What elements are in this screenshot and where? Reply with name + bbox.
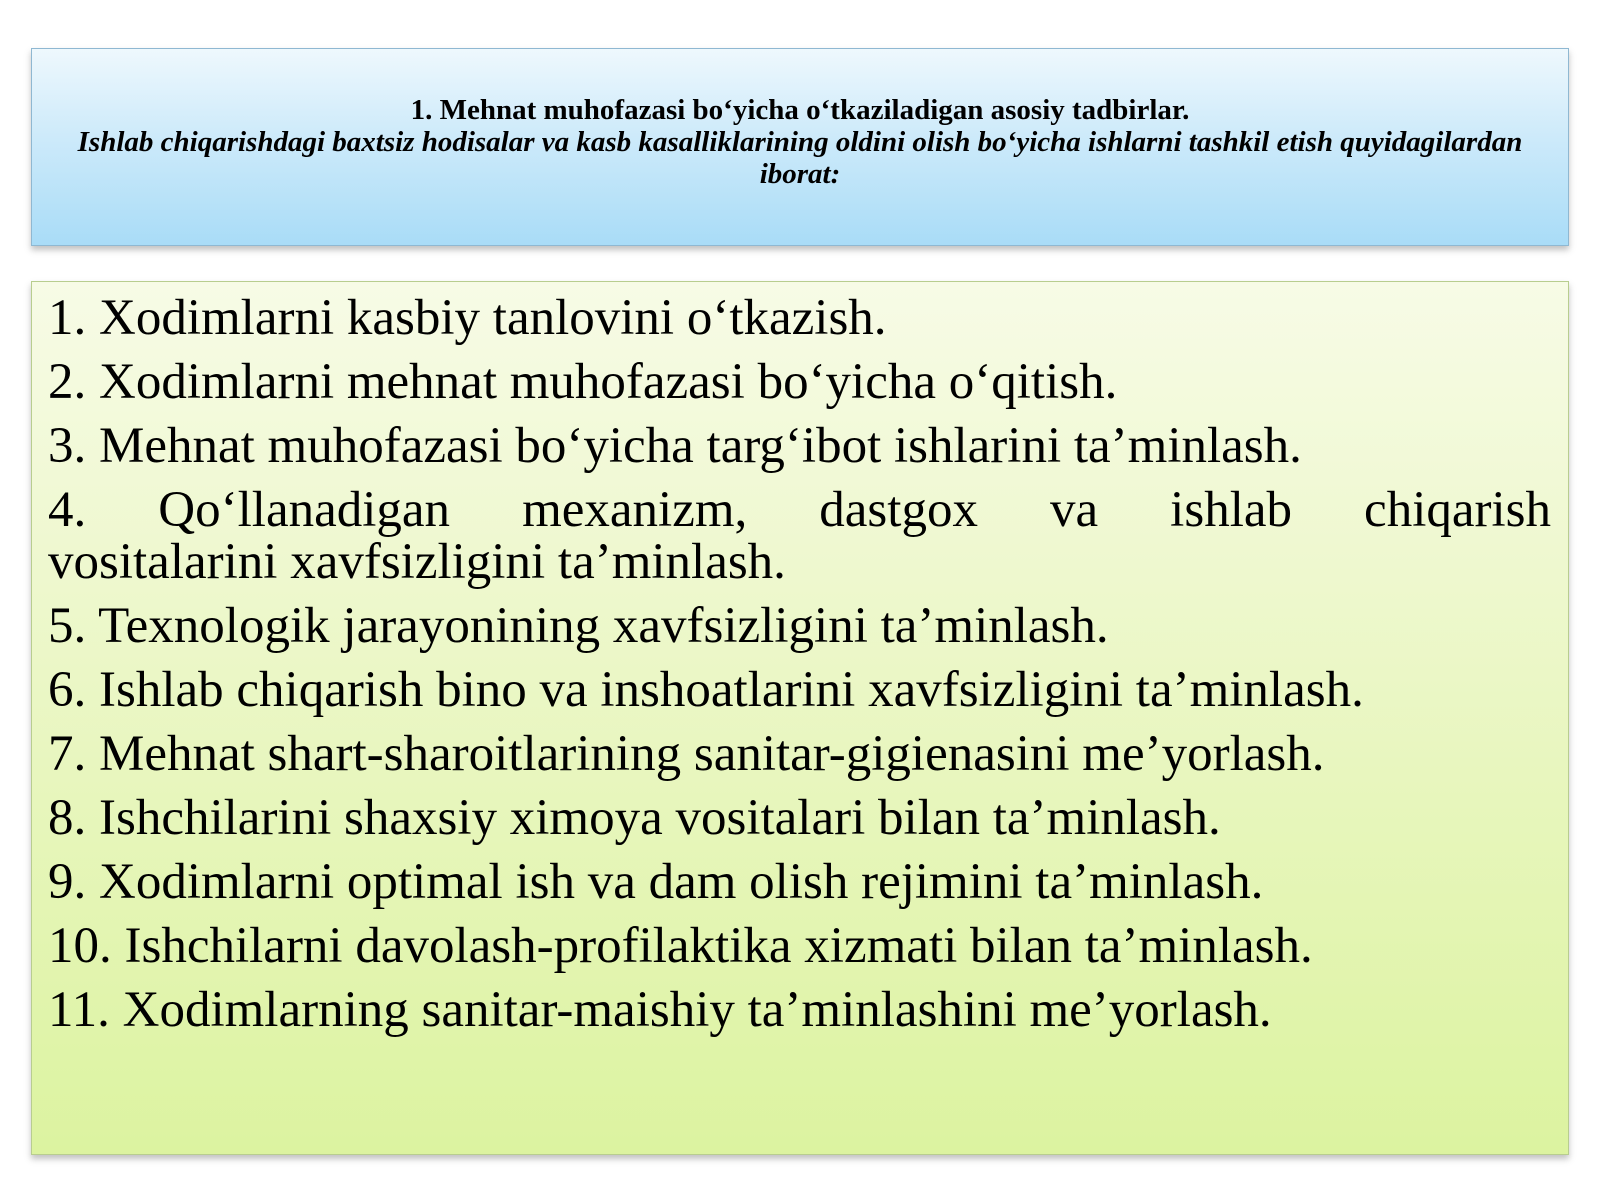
slide-title: 1. Mehnat muhofazasi bo‘yicha o‘tkaziladigan asosiy tadbirlar.	[410, 94, 1190, 126]
list-item: 2. Xodimlarni mehnat muhofazasi bo‘yicha o‘qitish.	[48, 354, 1118, 410]
list-item-line: 4. Qo‘llanadigan mexanizm, dastgox va ishlab chiqarish	[48, 482, 1551, 538]
title-box	[31, 48, 1569, 246]
content-box	[31, 281, 1569, 1155]
list-item: 10. Ishchilarni davolash-profilaktika xizmati bilan ta’minlash.	[48, 918, 1313, 974]
list-item: 3. Mehnat muhofazasi bo‘yicha targ‘ibot ishlarini ta’minlash.	[48, 418, 1302, 474]
list-item: 9. Xodimlarni optimal ish va dam olish rejimini ta’minlash.	[48, 854, 1264, 910]
list-item: 11. Xodimlarning sanitar-maishiy ta’minlashini me’yorlash.	[48, 982, 1272, 1038]
list-item: 6. Ishlab chiqarish bino va inshoatlarini xavfsizligini ta’minlash.	[48, 662, 1364, 718]
list-item: 5. Texnologik jarayonining xavfsizligini ta’minlash.	[48, 598, 1109, 654]
list-item: 7. Mehnat shart-sharoitlarining sanitar-gigienasini me’yorlash.	[48, 726, 1325, 782]
list-item-line: vositalarini xavfsizligini ta’minlash.	[48, 534, 786, 590]
list-item	[48, 484, 1551, 588]
measures-list	[48, 292, 1551, 1036]
list-item: 8. Ishchilarini shaxsiy ximoya vositalari bilan ta’minlash.	[48, 790, 1221, 846]
list-item: 1. Xodimlarni kasbiy tanlovini o‘tkazish.	[48, 290, 887, 346]
slide-subtitle: Ishlab chiqarishdagi baxtsiz hodisalar va kasb kasalliklarining oldini olish bo‘yicha ishlarni tashkil etish quyidagilardan iborat:	[77, 126, 1523, 190]
